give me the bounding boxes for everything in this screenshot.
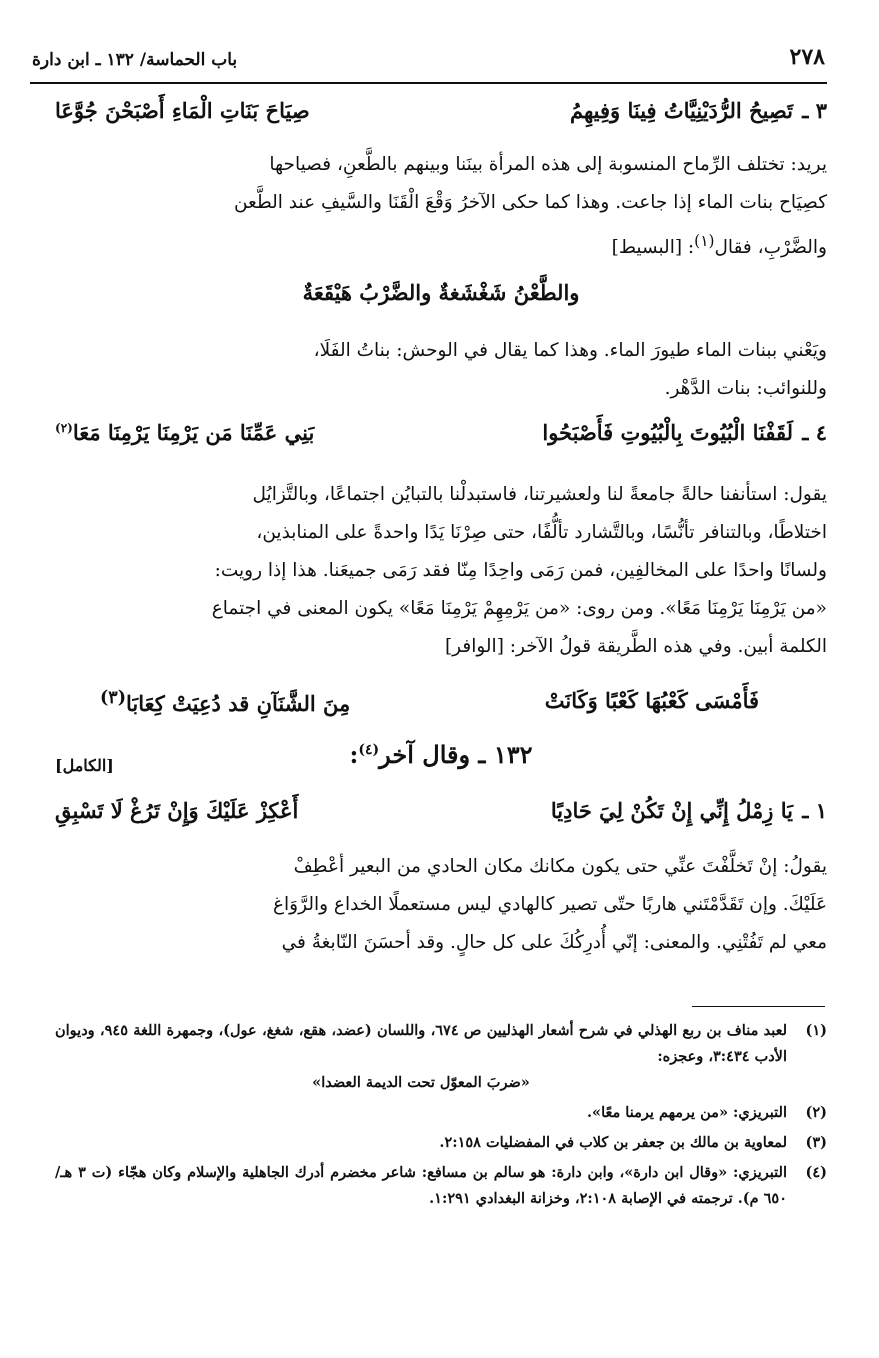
heading-colon: :: [349, 740, 359, 769]
text-line: وللنوائب: بنات الدَّهْر.: [664, 378, 827, 399]
text-line: [55, 222, 827, 267]
footnote-marker: (٢): [55, 421, 73, 435]
text-line: «من يَرْمِنَا يَرْمِنَا مَعًا». ومن روى: «من يَرْمِهِمْ يَرْمِنَا مَعًا» يكون المعنى في اجتماع: [211, 598, 827, 619]
text-fragment: والضَّرْبِ، فقال: [714, 237, 827, 259]
text-line: يقولُ: إنْ تَخلَّفْتَ عنِّي حتى يكون مكانك مكان الحادي من البعير أعْطِفْ: [293, 856, 827, 877]
footnote-1: [55, 1018, 827, 1096]
hemistich-text: بَنِي عَمِّنَا مَن يَرْمِنَا يَرْمِنَا مَعَا: [72, 420, 315, 445]
verse-hemistich-2: [55, 420, 314, 445]
verse-1: [55, 798, 827, 838]
verse-hemistich-1: فَأَمْسَى كَعْبُهَا كَعْبًا وَكَانَتْ: [544, 688, 759, 713]
verse-number: ٣ ـ: [802, 98, 827, 123]
page-number: ٢٧٨: [789, 44, 825, 70]
footnote-number: (١): [805, 1022, 827, 1039]
footnote-marker: (٤): [358, 742, 380, 758]
footnote-number: (٤): [805, 1164, 827, 1181]
verse-4: [55, 420, 827, 460]
verse-hemistich-1: يَا زِمْلُ إِنِّي إِنْ تَكُنْ لِيَ حَادِيًا: [550, 798, 793, 823]
commentary-paragraph-4: [55, 848, 827, 962]
footnotes: [55, 1018, 827, 1216]
footnote-text: لمعاوية بن مالك بن جعفر بن كلاب في المفضليات ٢:١٥٨.: [439, 1134, 787, 1151]
footnote-number: (٣): [805, 1134, 827, 1151]
text-line: ويَعْني ببنات الماء طيورَ الماء. وهذا كما يقال في الوحش: بناتُ الفَلَا،: [313, 340, 827, 361]
poem-title-text: ١٣٢ ـ وقال آخر: [379, 740, 533, 769]
footnote-3: [55, 1130, 827, 1156]
quoted-verse: [100, 688, 759, 728]
text-line: عَلَيْكَ. وإن تَقَدَّمْتَني هاربًا حتّى تصير كالهادي ليس مستعملًا الخداع والرَّوَاغ: [273, 894, 827, 915]
footnote-text: التبريزي: «من يرمهم يرمنا معًا».: [586, 1104, 787, 1121]
meter-label: : [البسيط]: [611, 237, 695, 259]
page-header: [30, 40, 827, 84]
verse-hemistich-2: [100, 688, 350, 716]
text-line: يقول: استأنفنا حالةً جامعةً لنا ولعشيرتنا، فاستبدلْنا بالتبايُن اجتماعًا، وبالتَّزايُل: [252, 484, 827, 505]
footnote-quote: «ضربَ المعوّل تحت الديمة العضدا»: [312, 1074, 530, 1091]
poem-heading: [55, 740, 827, 790]
footnote-number: (٢): [805, 1104, 827, 1121]
footnote-marker: (١): [694, 232, 715, 250]
commentary-paragraph-1: [55, 146, 827, 267]
footnote-text: لعبد مناف بن ربع الهذلي في شرح أشعار الهذليين ص ٦٧٤، واللسان (عضد، هقع، شغغ، عول)، وجمهرة اللغة ٩٤٥، وديوان الأدب ٣:٤٣٤، وعجزه:: [55, 1022, 788, 1065]
footnote-text: التبريزي: «وقال ابن دارة»، وابن دارة: هو سالم بن مسافع: شاعر مخضرم أدرك الجاهلية والإسلام وكان هجّاء (ت ٣ هـ/ ٦٥٠ م). ترجمته في الإصابة ٢:١٠٨، وخزانة البغدادي ١:٢٩١.: [55, 1164, 787, 1207]
verse-3: [55, 98, 827, 138]
commentary-paragraph-2: [55, 332, 827, 408]
text-line: معي لم تَفُتْنِي. والمعنى: إنّي أُدرِكُكَ على كل حالٍ. وقد أحسَنَ النّابغةُ في: [281, 932, 827, 953]
text-line: ولسانًا واحدًا على المخالفِين، فمن رَمَى واحِدًا مِنّا فقد رَمَى جميعَنا. هذا إذا رويت:: [214, 560, 827, 581]
footnote-2: [55, 1100, 827, 1126]
commentary-paragraph-3: [55, 476, 827, 666]
verse-number: ١ ـ: [802, 798, 827, 823]
verse-hemistich-1: لَقَفْنَا الْبُيُوتَ بِالْبُيُوتِ فَأَصْبَحُوا: [542, 420, 793, 445]
text-line: يريد: تختلف الرِّماح المنسوبة إلى هذه المرأة بينَنا وبينهم بالطَّعنِ، فصياحها: [269, 154, 827, 175]
verse-hemistich-2: صِيَاحَ بَنَاتِ الْمَاءِ أَصْبَحْنَ جُوَّعَا: [55, 98, 310, 123]
verse-number: ٤ ـ: [802, 420, 827, 445]
text-line: اختلاطًا، وبالتنافر تأنُّسًا، وبالتَّشارد تألُّفًا، حتى صِرْنَا يَدًا واحدةً على المنابذين،: [256, 522, 827, 543]
hemistich-text: مِنَ الشَّنَآنِ قد دُعِيَتْ كِعَابَا: [125, 691, 351, 716]
meter-label: [الكامل]: [55, 756, 114, 775]
footnote-divider: [692, 1006, 825, 1007]
text-line: كصِيَاح بنات الماء إذا جاعت. وهذا كما حكى الآخرُ وَقْعَ الْقَنَا والسَّيفِ عند الطَّعن: [233, 192, 827, 213]
footnote-4: [55, 1160, 827, 1212]
running-title: باب الحماسة/ ١٣٢ ـ ابن دارة: [32, 50, 238, 70]
footnote-marker: (٣): [100, 688, 126, 708]
verse-hemistich-2: أَعْكِزْ عَلَيْكَ وَإِنْ تَرُغْ لَا تَسْبِقِ: [55, 798, 299, 823]
poem-title: [55, 740, 827, 769]
verse-hemistich-1: تَصِيحُ الرُّدَيْنِيَّاتُ فِينَا وَفِيهِمُ: [569, 98, 793, 123]
text-line: الكلمة أبين. وفي هذه الطَّريقة قولُ الآخر: [الوافر]: [444, 636, 827, 657]
quoted-half-verse: والطَّعْنُ شَغْشَغةٌ والضَّرْبُ هَيْقَعَةٌ: [302, 280, 580, 305]
